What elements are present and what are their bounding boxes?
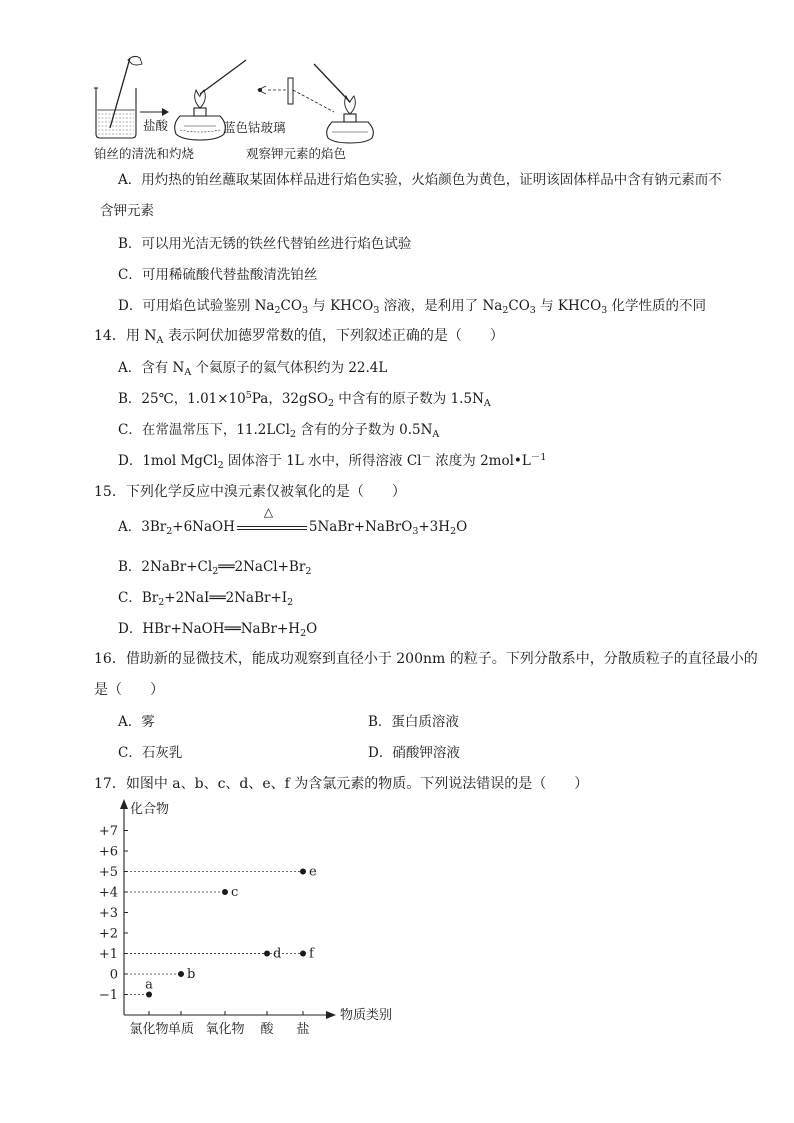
q14-option-b: B．25℃，$1.01\times 10^5Pa$，32gSO$_2$ 中含有的原子数为 $1.5N_A$ — [118, 390, 491, 409]
y-tick-label: +4 — [98, 885, 118, 901]
y-tick-label: 0 — [109, 967, 118, 983]
q15-option-b: B．$2NaBr+Cl_2══2NaCl+Br_2$ — [118, 559, 312, 577]
q16-option-a: A．雾 — [118, 714, 155, 730]
q13-option-a-line1: A．用灼热的铂丝蘸取某固体样品进行焰色实验，火焰颜色为黄色，证明该固体样品中含有钠元素而不 — [118, 172, 722, 188]
q13-option-c: C．可用稀硫酸代替盐酸清洗铂丝 — [118, 267, 318, 283]
q14-stem: 14．用 $N_A$ 表示阿伏加德罗常数的值，下列叙述正确的是（ ） — [94, 328, 504, 346]
label-hydrochloric-acid: 盐酸 — [143, 118, 169, 133]
caption-platinum-wire-cleaning: 铂丝的清洗和灼烧 — [94, 146, 195, 161]
x-tick-label: 单质 — [167, 1022, 195, 1037]
y-tick-label: +2 — [98, 926, 118, 942]
point-label-a: a — [145, 977, 153, 993]
y-tick-label: +1 — [98, 947, 118, 962]
q15-option-a: A．$3Br_2+6NaOH$ △ $5NaBr+NaBrO_3+3H_2O$ — [118, 504, 468, 537]
data-point-b — [178, 971, 184, 977]
caption-potassium-flame: 观察钾元素的焰色 — [246, 146, 347, 161]
x-tick-label: 酸 — [260, 1022, 274, 1037]
point-label-e: e — [309, 864, 317, 880]
q13-option-b: B．可以用光洁无锈的铁丝代替铂丝进行焰色试验 — [118, 236, 412, 252]
q15-stem: 15．下列化学反应中溴元素仅被氧化的是（ ） — [94, 484, 406, 500]
q16-option-d: D．硝酸钾溶液 — [368, 745, 460, 761]
q16-stem-line1: 16．借助新的显微技术，能成功观察到直径小于 200nm 的粒子。下列分散系中，分散质粒子的直径最小的 — [94, 651, 758, 667]
q15-option-c: C．$Br_2+2NaI══2NaBr+I_2$ — [118, 590, 294, 608]
q14-option-a: A．含有 $N_A$ 个氦原子的氦气体积约为 22.4L — [118, 360, 388, 378]
x-tick-label: 氧化物 — [205, 1022, 245, 1037]
q16-option-c: C．石灰乳 — [118, 745, 183, 761]
q16-stem-line2: 是（ ） — [94, 682, 164, 698]
cobalt-glass-icon — [268, 78, 334, 112]
y-tick-label: +7 — [98, 824, 118, 839]
y-tick-label: +6 — [98, 844, 118, 860]
y-tick-label: −1 — [98, 988, 118, 1003]
x-axis-label: 物质类别 — [340, 1008, 393, 1023]
heat-symbol: △ — [263, 504, 274, 519]
y-tick-label: +3 — [98, 906, 118, 921]
point-label-c: c — [231, 885, 239, 900]
q14-option-c: C．在常温常压下，11.2LCl$_2$ 含有的分子数为 $0.5N_A$ — [118, 422, 440, 440]
q13-option-a-line2: 含钾元素 — [100, 203, 154, 219]
data-point-e — [300, 869, 306, 875]
q15-option-d: D．$HBr+NaOH══NaBr+H_2O$ — [118, 621, 318, 639]
label-cobalt-glass: 蓝色钴玻璃 — [223, 120, 286, 135]
arrow-icon — [140, 108, 169, 116]
q16-option-b: B．蛋白质溶液 — [368, 714, 459, 730]
y-axis-label: 化合物 — [130, 802, 170, 817]
chlorine-valence-chart — [80, 795, 420, 1045]
q17-stem: 17．如图中 a、b、c、d、e、f 为含氯元素的物质。下列说法错误的是（ ） — [94, 776, 589, 792]
data-point-f — [300, 951, 306, 957]
alcohol-lamp-icon-2 — [314, 64, 373, 143]
x-tick-label: 氯化物 — [129, 1022, 169, 1037]
point-label-f: f — [309, 946, 314, 962]
y-tick-label: +5 — [98, 865, 118, 880]
q13-option-d: D．可用焰色试验鉴别 $Na_2CO_3$ 与 $KHCO_3$ 溶液，是利用了 $Na_2CO_3$ 与 $KHCO_3$ 化学性质的不同 — [118, 298, 707, 316]
point-label-b: b — [187, 967, 196, 982]
x-axis-arrow-icon — [326, 1011, 336, 1019]
data-point-c — [222, 889, 228, 895]
point-label-d: d — [273, 946, 282, 962]
x-tick-label: 盐 — [296, 1022, 310, 1037]
beaker-icon — [94, 56, 142, 138]
y-axis-arrow-icon — [120, 799, 128, 809]
eye-icon — [258, 86, 266, 94]
q14-option-d: D．1mol MgCl$_2$ 固体溶于 1L 水中，所得溶液 Cl－ 浓度为 $2mol•L^{-1}$ — [118, 452, 547, 471]
